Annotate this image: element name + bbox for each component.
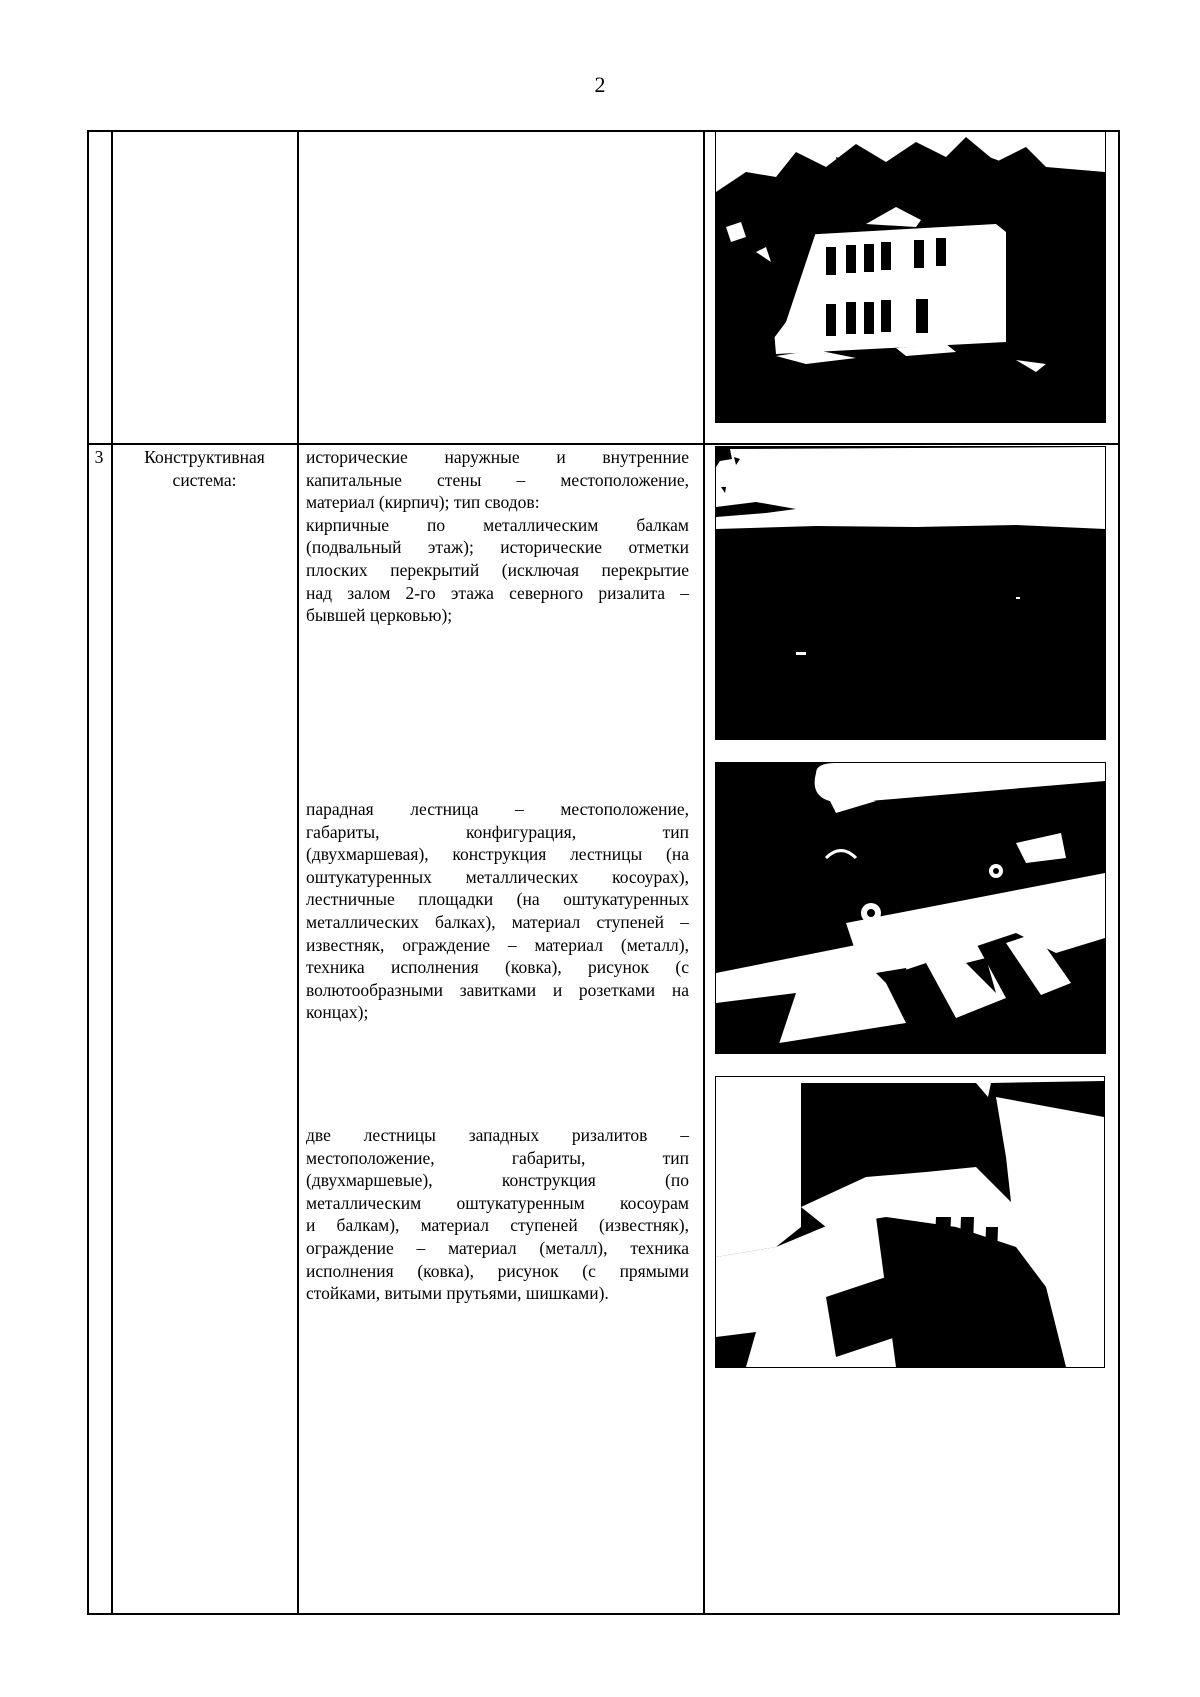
load-bearing-walls-description: [306, 446, 689, 627]
construction-system-label: Конструктивная система:: [144, 447, 265, 490]
text-line: плоских перекрытий (исключая перекрытие: [306, 559, 689, 580]
text-line: местоположение, габариты, тип: [306, 1147, 689, 1168]
main-staircase-photo: [715, 762, 1106, 1054]
text-line: исполнения (ковка), рисунок (с прямыми: [306, 1260, 689, 1281]
text-line: бывшей церковью);: [306, 605, 453, 626]
text-line: известняк, ограждение – материал (металл),: [306, 934, 689, 955]
text-line: исторические наружные и внутренние: [306, 447, 689, 467]
text-line: над залом 2-го этажа северного ризалита –: [306, 582, 689, 603]
text-line: техника исполнения (ковка), рисунок (с: [306, 957, 689, 978]
text-line: волютообразными завитками и розетками на: [306, 979, 689, 1000]
text-line: ограждение – материал (металл), техника: [306, 1237, 689, 1258]
text-line: (двухмаршевые), конструкция (по: [306, 1170, 689, 1191]
table-border-left: [87, 130, 89, 1615]
page-number: 2: [594, 72, 606, 97]
text-line: кирпичные по металлическим балкам: [306, 514, 689, 535]
text-line: габариты, конфигурация, тип: [306, 821, 689, 842]
table-row-divider: [87, 443, 1120, 445]
text-line: материал (кирпич); тип сводов:: [306, 492, 540, 513]
west-staircases-description: [306, 1124, 689, 1305]
west-staircase-photo: [715, 1076, 1105, 1368]
text-line: оштукатуренных металлических косоурах),: [306, 866, 689, 887]
table-column-divider: [297, 130, 299, 1615]
text-line: лестничные площадки (на оштукатуренных: [306, 889, 689, 910]
text-line: концах);: [306, 1002, 369, 1023]
text-line: парадная лестница – местоположение,: [306, 799, 689, 819]
text-line: капитальные стены – местоположение,: [306, 469, 689, 490]
main-staircase-description: [306, 798, 689, 1024]
table-column-divider: [111, 130, 113, 1615]
table-border-right: [1118, 130, 1120, 1615]
text-line: (подвальный этаж); исторические отметки: [306, 537, 689, 558]
table-column-divider: [703, 130, 705, 1615]
text-line: металлических балках), материал ступеней –: [306, 911, 689, 932]
text-line: металлическим оштукатуренным косоурам: [306, 1192, 689, 1213]
row-number: 3: [94, 447, 104, 467]
table-border-bottom: [87, 1613, 1120, 1615]
building-facade-photo: [715, 131, 1106, 423]
text-line: и балкам), материал ступеней (известняк),: [306, 1215, 689, 1236]
text-line: стойками, витыми прутьями, шишками).: [306, 1283, 609, 1304]
text-line: (двухмаршевая), конструкция лестницы (на: [306, 844, 689, 865]
vault-ceiling-photo: [715, 446, 1106, 740]
text-line: две лестницы западных ризалитов –: [306, 1125, 689, 1145]
